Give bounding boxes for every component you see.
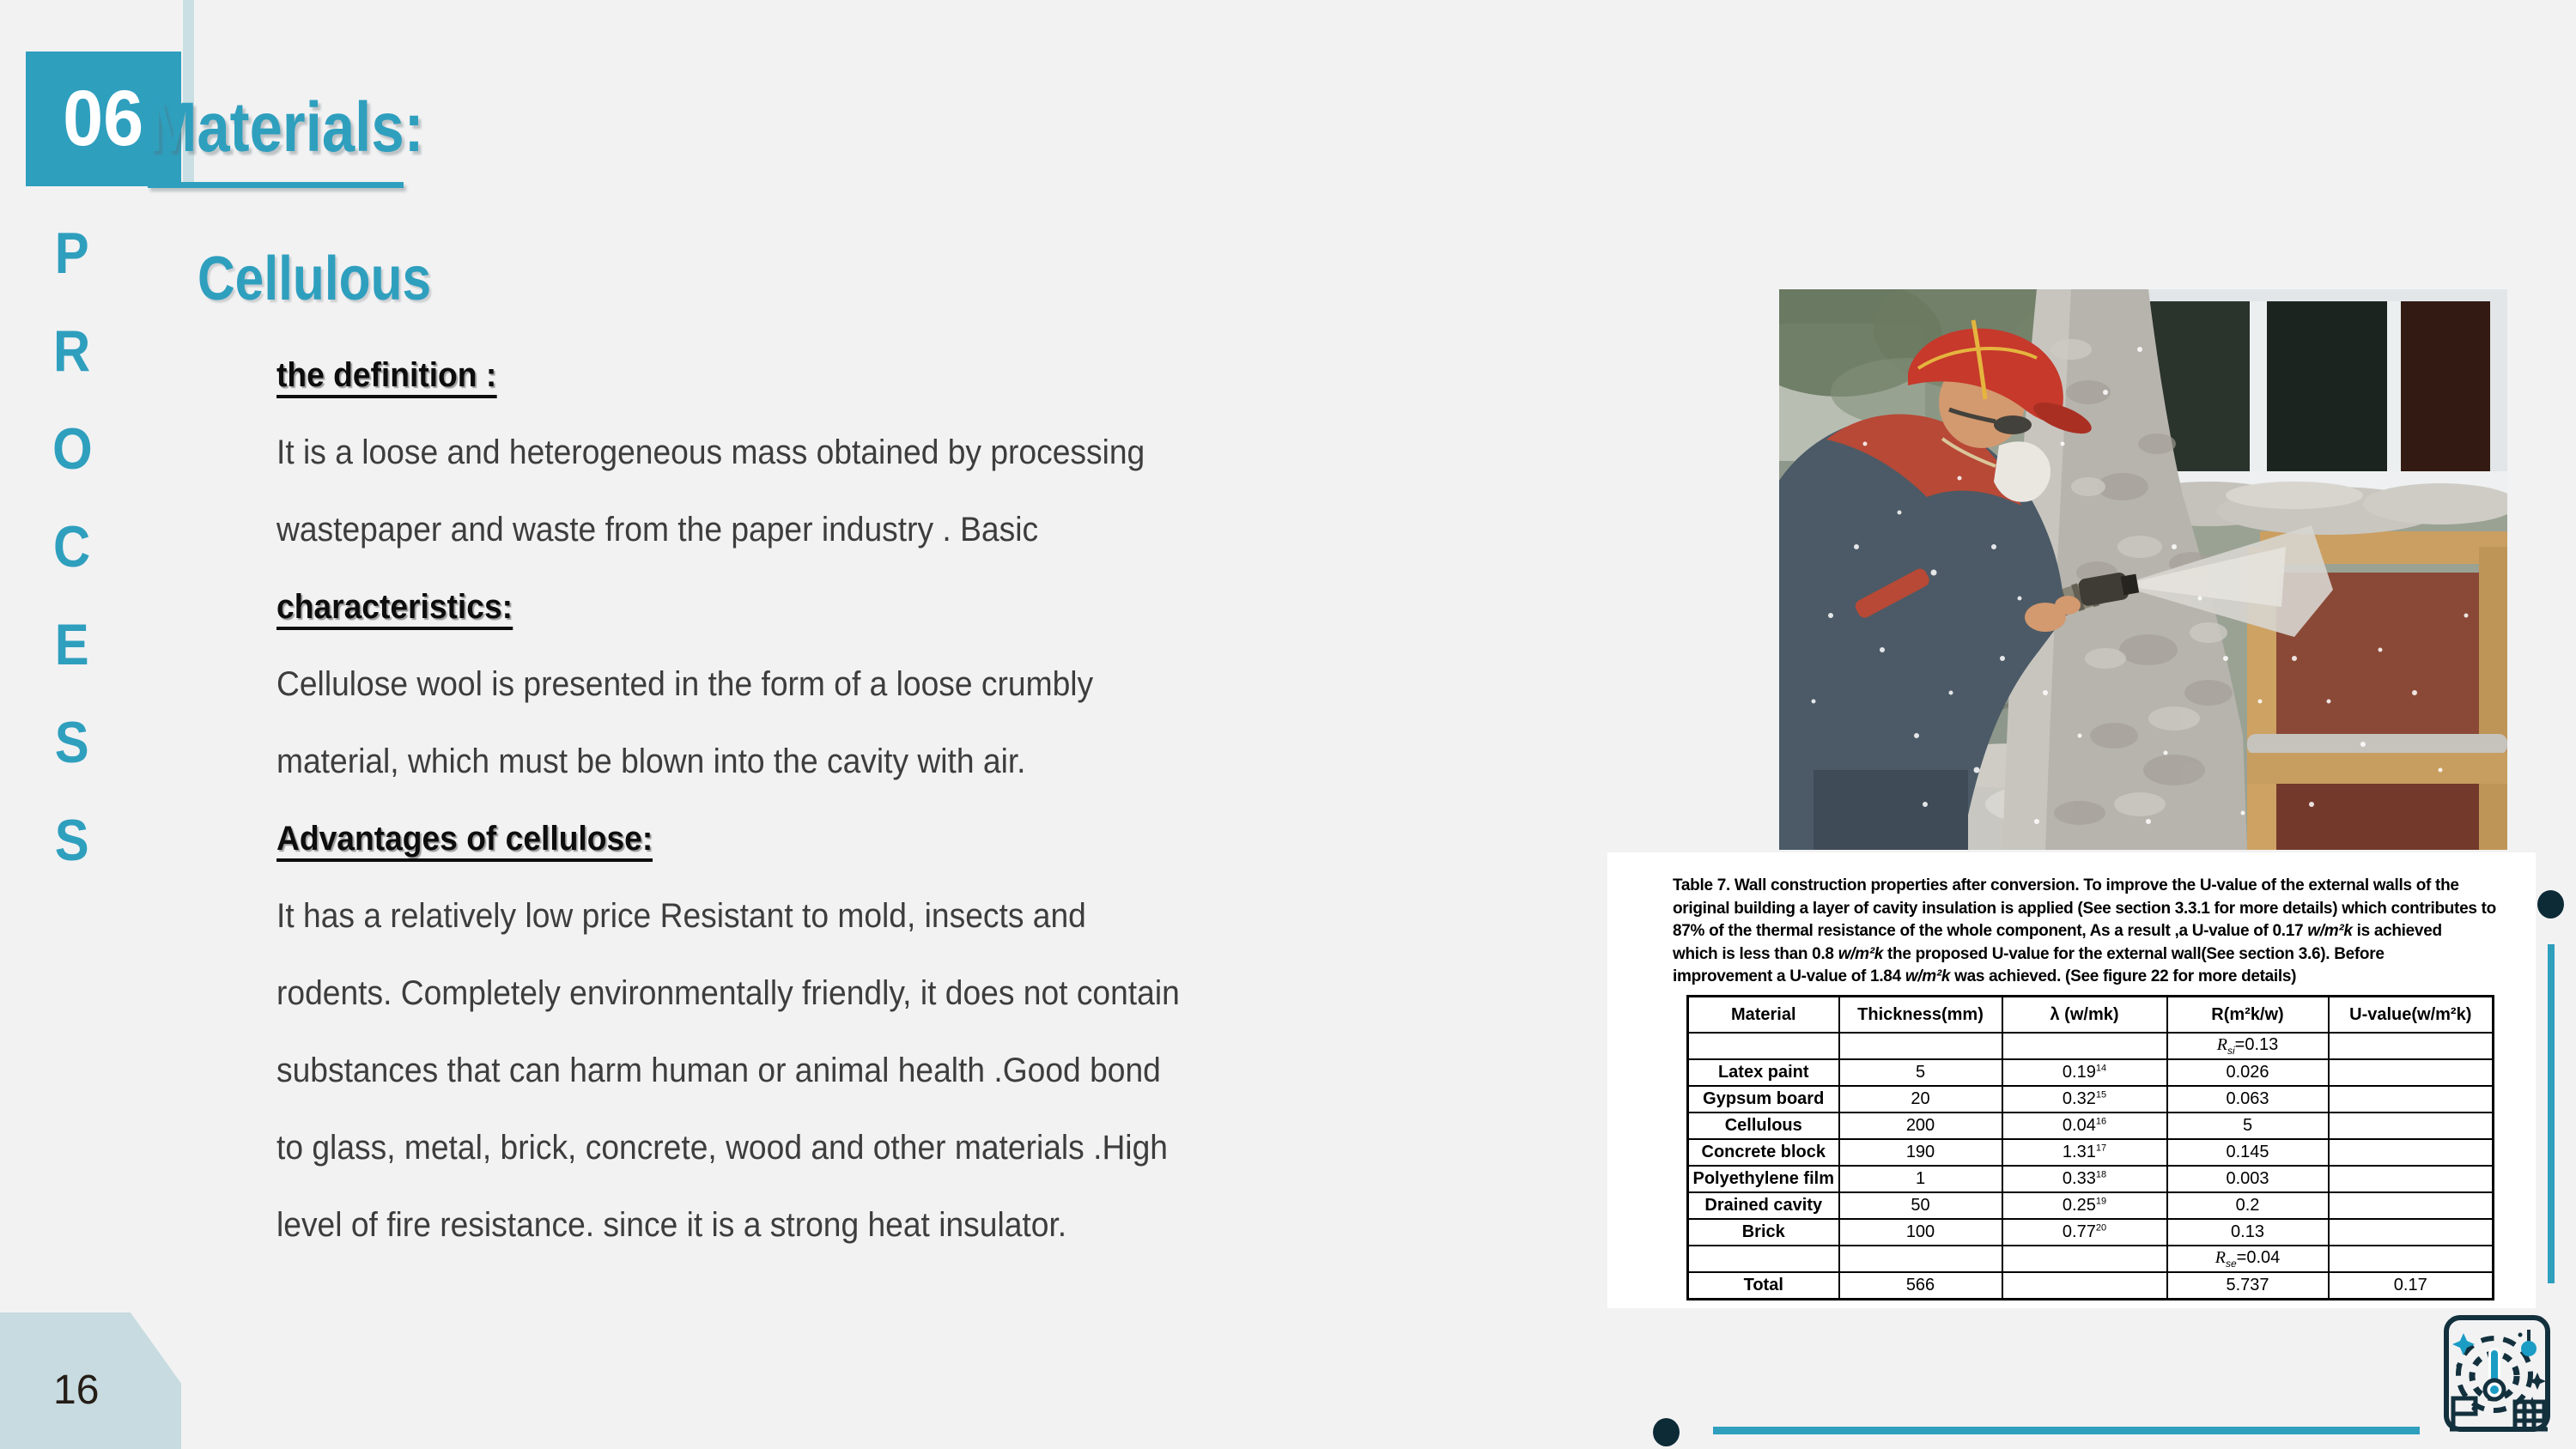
table-row [1688, 1033, 2494, 1059]
table-row [1688, 1246, 2494, 1272]
table-cell [1688, 1033, 1839, 1059]
table-cell: 0.25$^{19}$ [2002, 1192, 2167, 1219]
table-cell: 100 [1839, 1219, 2002, 1246]
table-cell [2329, 1113, 2494, 1139]
table-cell: 0.19$^{14}$ [2002, 1059, 2167, 1086]
table-cell: 5 [1839, 1059, 2002, 1086]
table-cell: 0.04$^{16}$ [2002, 1113, 2167, 1139]
process-letter: E [55, 612, 89, 677]
table-cell: $R_{se}=0.04$ [2167, 1246, 2329, 1272]
table-cell: 0.145 [2167, 1139, 2329, 1166]
table-cell [2002, 1272, 2167, 1300]
table-cell: 0.33$^{18}$ [2002, 1166, 2167, 1192]
body-text-line: wastepaper and waste from the paper industry . Basic [276, 511, 1039, 549]
table-cell: 190 [1839, 1139, 2002, 1166]
table-cell [2002, 1033, 2167, 1059]
table-cell [2002, 1246, 2167, 1272]
table-caption [1673, 875, 2497, 989]
body-text-line: material, which must be blown into the cavity with air. [276, 743, 1026, 780]
table-header-cell: Thickness(mm) [1839, 997, 2002, 1034]
table-header-cell: R(m²k/w) [2167, 997, 2329, 1034]
table-cell: $R_{si}=0.13$ [2167, 1033, 2329, 1059]
table-row [1688, 1192, 2494, 1219]
table-panel [1607, 852, 2536, 1308]
table-cell: 0.32$^{15}$ [2002, 1086, 2167, 1113]
bottom-accent-line [1713, 1427, 2420, 1434]
table-cell [1839, 1246, 2002, 1272]
table-cell: 200 [1839, 1113, 2002, 1139]
body-text-line: rodents. Completely environmentally friendly, it does not contain [276, 974, 1180, 1012]
table-cell [2329, 1246, 2494, 1272]
caption-line: which is less than 0.8 w/m²k the proposed U-value for the external wall(See section 3.6). Before [1673, 944, 2385, 963]
table-row [1688, 1219, 2494, 1246]
table-cell: Brick [1688, 1219, 1839, 1246]
process-letter: C [53, 514, 91, 579]
table-cell: 0.13 [2167, 1219, 2329, 1246]
insulation-spraying-photo [1779, 289, 2507, 850]
page-number: 16 [53, 1367, 100, 1413]
table-cell [2329, 1219, 2494, 1246]
table-cell [2329, 1059, 2494, 1086]
table-cell: Concrete block [1688, 1139, 1839, 1166]
table-header-cell: λ (w/mk) [2002, 997, 2167, 1034]
body-text-block [276, 336, 1384, 1264]
table-cell: 0.77$^{20}$ [2002, 1219, 2167, 1246]
subtitle: Cellulous [197, 245, 432, 313]
process-letter: P [55, 221, 89, 286]
table-row [1688, 1059, 2494, 1086]
table-cell: 0.2 [2167, 1192, 2329, 1219]
page-title: Materials: [148, 88, 424, 167]
bottom-accent-dot [1653, 1418, 1680, 1446]
caption-line: 87% of the thermal resistance of the whole component, As a result ,a U-value of 0.17 w/m²k is achieved [1673, 922, 2442, 940]
table-row [1688, 1113, 2494, 1139]
table-cell: 50 [1839, 1192, 2002, 1219]
wall-construction-table [1686, 995, 2494, 1300]
caption-line: original building a layer of cavity insulation is applied (See section 3.3.1 for more details) which contributes to [1673, 899, 2496, 918]
body-text-line: It is a loose and heterogeneous mass obtained by processing [276, 433, 1145, 471]
table-cell: Drained cavity [1688, 1192, 1839, 1219]
table-cell: 0.003 [2167, 1166, 2329, 1192]
table-cell: Latex paint [1688, 1059, 1839, 1086]
table-cell [1688, 1246, 1839, 1272]
body-text-line: It has a relatively low price Resistant to mold, insects and [276, 897, 1086, 935]
caption-line: Table 7. Wall construction properties after conversion. To improve the U-value of the external walls of the [1673, 876, 2459, 894]
table-header-row [1688, 997, 2494, 1034]
caption-line: improvement a U-value of 1.84 w/m²k was achieved. (See figure 22 for more details) [1673, 967, 2297, 985]
thermal-gauge-logo-icon [2441, 1313, 2553, 1434]
table-header-cell: Material [1688, 997, 1839, 1034]
body-text-line: level of fire resistance. since it is a strong heat insulator. [276, 1206, 1067, 1244]
table-cell: 5.737 [2167, 1272, 2329, 1300]
table-cell [2329, 1166, 2494, 1192]
table-cell: 1 [1839, 1166, 2002, 1192]
table-cell: 0.026 [2167, 1059, 2329, 1086]
right-accent-line [2548, 944, 2555, 1283]
table-row [1688, 1086, 2494, 1113]
body-text-line: Cellulose wool is presented in the form of a loose crumbly [276, 665, 1094, 703]
table-cell: 0.17 [2329, 1272, 2494, 1300]
table-row [1688, 1166, 2494, 1192]
process-letter: O [52, 416, 93, 482]
body-text-line: substances that can harm human or animal health .Good bond [276, 1052, 1161, 1089]
body-text-line: to glass, metal, brick, concrete, wood and other materials .High [276, 1129, 1168, 1167]
table-cell: Total [1688, 1272, 1839, 1300]
table-row [1688, 1272, 2494, 1300]
section-number: 06 [63, 75, 144, 162]
table-cell: Gypsum board [1688, 1086, 1839, 1113]
table-cell [2329, 1033, 2494, 1059]
body-heading: Advantages of cellulose: [276, 800, 1384, 877]
table-cell [2329, 1139, 2494, 1166]
body-heading: characteristics: [276, 568, 1384, 646]
title-underline [148, 182, 404, 188]
table-cell [2329, 1086, 2494, 1113]
process-letter: S [55, 808, 89, 873]
table-cell: 20 [1839, 1086, 2002, 1113]
table-cell [2329, 1192, 2494, 1219]
table-cell: 0.063 [2167, 1086, 2329, 1113]
table-cell: 566 [1839, 1272, 2002, 1300]
body-heading: the definition : [276, 336, 1384, 414]
table-cell: Cellulous [1688, 1113, 1839, 1139]
table-cell [1839, 1033, 2002, 1059]
right-accent-dot [2537, 890, 2564, 919]
vertical-process-label [31, 204, 113, 889]
table-cell: 5 [2167, 1113, 2329, 1139]
table-row [1688, 1139, 2494, 1166]
table-cell: 1.31$^{17}$ [2002, 1139, 2167, 1166]
process-letter: R [53, 318, 91, 384]
table-cell: Polyethylene film [1688, 1166, 1839, 1192]
table-header-cell: U-value(w/m²k) [2329, 997, 2494, 1034]
process-letter: S [55, 710, 89, 775]
